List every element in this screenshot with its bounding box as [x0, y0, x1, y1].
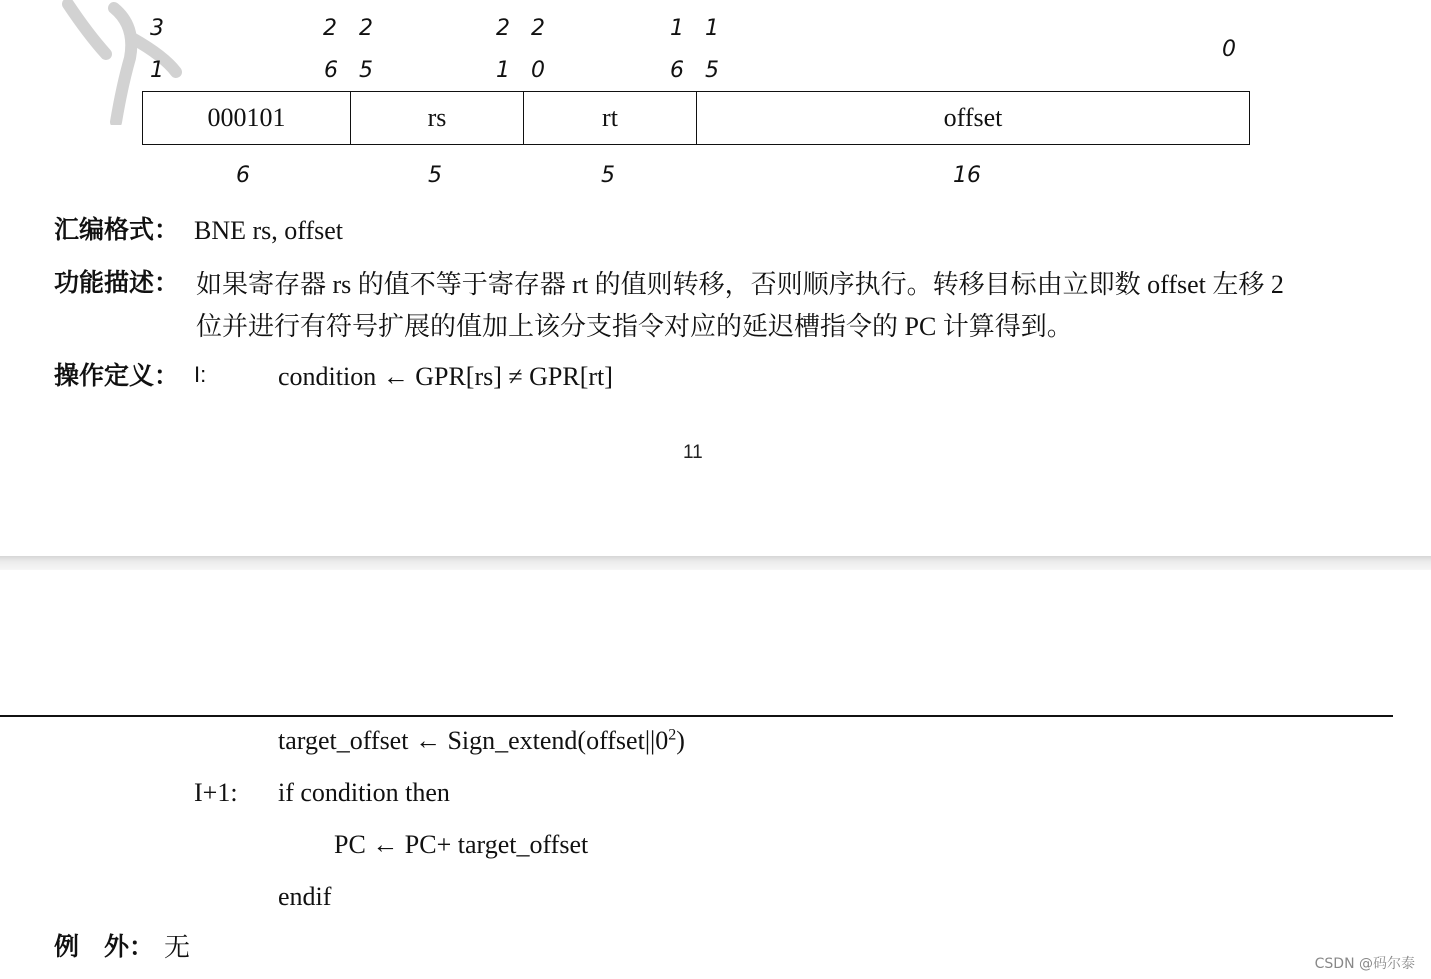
- operation-step-label: I+1:: [194, 778, 238, 807]
- instruction-format-table: [142, 91, 1250, 145]
- exception-label: 例 外：: [54, 932, 155, 961]
- opcode-field: [143, 92, 351, 144]
- bit-label-top: 2: [496, 16, 510, 41]
- function-description-line: 如果寄存器 rs 的值不等于寄存器 rt 的值则转移，否则顺序执行。转移目标由立即数 offset 左移 2: [196, 270, 1284, 299]
- bit-label-top: 1: [670, 16, 684, 41]
- superscript: 2: [668, 726, 677, 744]
- rs-field: [351, 92, 524, 144]
- function-description-label: 功能描述：: [54, 268, 180, 297]
- function-description: [196, 264, 1396, 348]
- operation-code-line: PC ← PC+ target_offset: [334, 830, 589, 859]
- field-width-label: 5: [601, 163, 615, 188]
- assembly-format-label: 汇编格式：: [54, 215, 180, 244]
- code-text: target_offset ← Sign_extend(offset||0: [278, 726, 669, 755]
- assembly-format-value: BNE rs, offset: [194, 216, 344, 245]
- bit-label-top: 3: [150, 16, 164, 41]
- code-text: ): [676, 726, 685, 755]
- field-label: rs: [427, 103, 447, 132]
- bit-label-top: 2: [323, 16, 337, 41]
- operation-code-line: condition ← GPR[rs] ≠ GPR[rt]: [278, 362, 613, 391]
- operation-code-line: [278, 725, 685, 756]
- document-page-bottom: [0, 570, 1431, 979]
- page-break-gap: [0, 556, 1431, 570]
- bit-label-bottom: 0: [531, 58, 545, 83]
- bit-label-top: 2: [359, 16, 373, 41]
- bit-label-top: 2: [531, 16, 545, 41]
- operation-code-line: endif: [278, 882, 332, 911]
- bit-label-bottom: 1: [150, 58, 164, 83]
- operation-code-line: if condition then: [278, 778, 450, 807]
- function-description-line: 位并进行有符号扩展的值加上该分支指令对应的延迟槽指令的 PC 计算得到。: [196, 312, 1073, 341]
- bit-label-bottom: 5: [359, 58, 373, 83]
- csdn-watermark: CSDN @码尔泰: [1314, 956, 1415, 972]
- bit-label-bottom: 6: [324, 58, 338, 83]
- page-header-rule: [0, 715, 1393, 717]
- bit-label-top: 0: [1222, 37, 1236, 62]
- offset-field: [697, 92, 1249, 144]
- field-label: rt: [602, 103, 618, 132]
- rt-field: [524, 92, 697, 144]
- operation-step-label: I:: [194, 362, 207, 387]
- bit-label-bottom: 1: [496, 58, 510, 83]
- bit-label-bottom: 6: [670, 58, 684, 83]
- field-label: 000101: [207, 103, 286, 132]
- field-width-label: 16: [953, 163, 981, 188]
- field-width-label: 6: [236, 163, 250, 188]
- operation-definition-label: 操作定义：: [54, 361, 180, 390]
- field-label: offset: [943, 103, 1003, 132]
- exception-value: 无: [164, 933, 191, 962]
- bit-label-bottom: 5: [705, 58, 719, 83]
- bit-label-top: 1: [705, 16, 719, 41]
- field-width-label: 5: [428, 163, 442, 188]
- page-number: 11: [683, 442, 703, 463]
